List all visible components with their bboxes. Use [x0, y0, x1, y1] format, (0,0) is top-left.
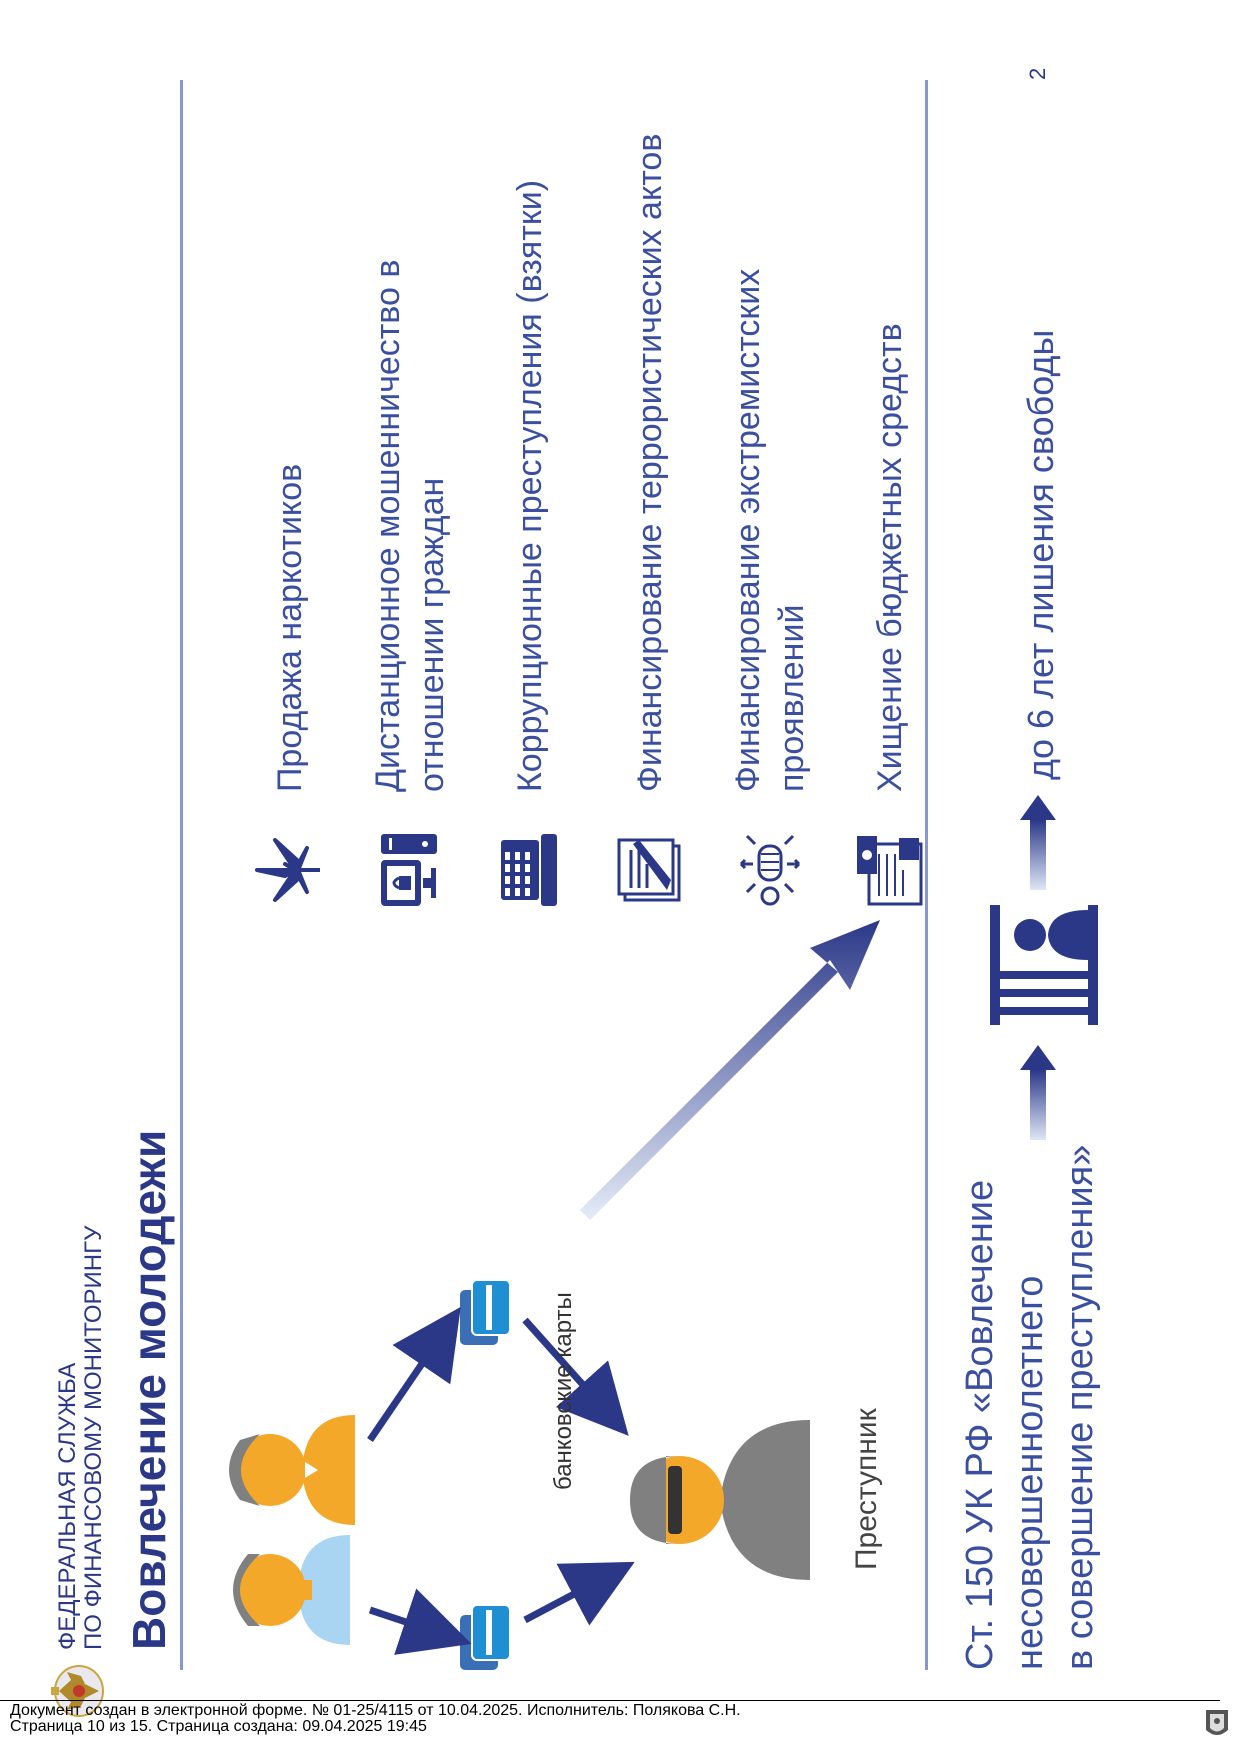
- bank-cards-label: банковские карты: [550, 1292, 577, 1490]
- laptop-icon: [495, 830, 565, 910]
- bank-cards-icon: [460, 1280, 510, 1345]
- criminal-code-article: [955, 1145, 1105, 1670]
- footer-divider: [0, 1700, 1220, 1701]
- crime-item-extremism: [710, 100, 830, 920]
- org-name: [55, 1226, 107, 1650]
- slide-title: Вовлечение молодежи: [123, 1129, 175, 1650]
- crime-item-drugs: [230, 100, 350, 920]
- document-footer: [10, 1703, 741, 1735]
- org-name-line1: ФЕДЕРАЛЬНАЯ СЛУЖБА: [54, 1362, 81, 1650]
- crime-text: Финансирование экстремистских проявлений: [729, 268, 811, 792]
- cannabis-leaf-icon: [255, 830, 325, 910]
- arrow-youth-to-card: [370, 1610, 445, 1635]
- title-divider: [180, 80, 183, 1670]
- prison-bars-icon: [990, 905, 1098, 1025]
- prison-sequence: [970, 780, 1110, 1140]
- arrow-right-icon: [1020, 795, 1056, 890]
- footer-line1: Документ создан в электронной форме. № 01-25/4115 от 10.04.2025. Исполнитель: Полякова С.Н.: [10, 1702, 741, 1719]
- crime-item-fraud: [350, 100, 470, 920]
- crime-item-budget: [830, 100, 950, 920]
- page-number: 2: [1025, 67, 1050, 80]
- footer-line2: Страница 10 из 15. Страница создана: 09.04.2025 19:45: [10, 1718, 427, 1735]
- arrow-to-crimes: [570, 920, 880, 1220]
- crime-text: Финансирование террористических актов: [631, 133, 669, 792]
- article-line1: Ст. 150 УК РФ «Вовлечение: [959, 1179, 1001, 1670]
- coat-of-arms-icon: [1204, 1706, 1230, 1742]
- arrow-youth-to-card: [370, 1330, 445, 1440]
- bank-cards-icon: [460, 1605, 510, 1670]
- crime-text: Коррупционные преступления (взятки): [511, 179, 549, 792]
- article-line3: в совершение преступления»: [1059, 1144, 1101, 1670]
- criminal-label: Преступник: [850, 1408, 883, 1570]
- money-document-icon: [855, 830, 925, 910]
- weapon-document-icon: [615, 830, 685, 910]
- crime-item-corruption: [470, 100, 590, 920]
- crime-text: Продажа наркотиков: [271, 463, 309, 792]
- crime-item-terrorism: [590, 100, 710, 920]
- computer-lock-icon: [375, 830, 445, 910]
- slide: [20, 40, 1220, 1740]
- criminal-figure: [630, 1420, 810, 1580]
- org-name-line2: ПО ФИНАНСОВОМУ МОНИТОРИНГУ: [80, 1225, 107, 1650]
- article-line2: несовершеннолетнего: [1009, 1275, 1051, 1670]
- crime-text: Дистанционное мошенничество в отношении граждан: [369, 259, 451, 792]
- crime-text: Хищение бюджетных средств: [871, 323, 909, 792]
- penalty-text: до 6 лет лишения свободы: [1020, 329, 1061, 780]
- section-divider: [925, 80, 928, 1670]
- arrow-right-icon: [1020, 1045, 1056, 1140]
- arrow-card-to-criminal: [525, 1575, 610, 1620]
- people-network-icon: [735, 830, 805, 910]
- youth-figures: [229, 1415, 355, 1645]
